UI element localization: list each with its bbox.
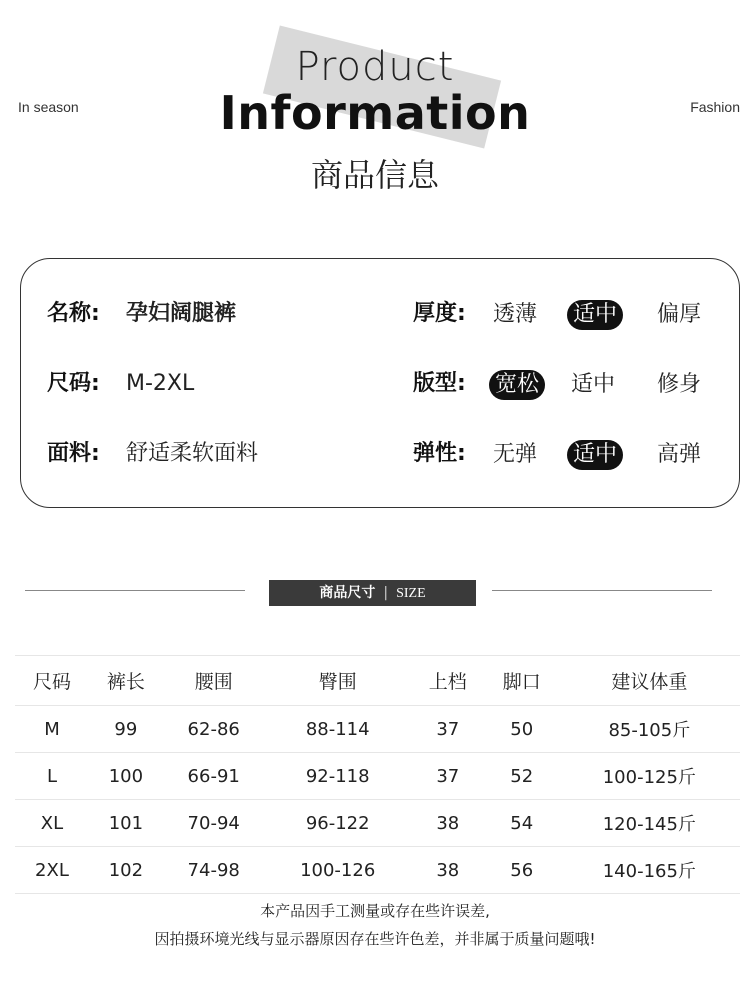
column-header: 臀围 (265, 656, 411, 706)
info-row-size (21, 364, 739, 404)
title-product: Product (295, 44, 455, 90)
fit-label: 版型: (413, 371, 466, 396)
measurement-note: 本产品因手工测量或存在些许误差, (260, 902, 490, 920)
thickness-label: 厚度: (413, 301, 466, 326)
table-cell: 37 (411, 753, 485, 800)
table-cell: 66-91 (163, 753, 265, 800)
fit-option: 宽松 (489, 370, 545, 400)
info-row-name (21, 294, 739, 334)
column-header: 上档 (411, 656, 485, 706)
elasticity-option: 高弹 (657, 442, 702, 467)
table-row (15, 753, 740, 800)
size-title-en: SIZE (396, 586, 426, 601)
table-cell: 99 (89, 706, 163, 753)
table-cell: 92-118 (265, 753, 411, 800)
table-cell: 100-126 (265, 847, 411, 894)
title-chinese: 商品信息 (310, 156, 439, 194)
table-cell: 37 (411, 706, 485, 753)
size-table-header (15, 656, 740, 706)
table-cell: M (15, 706, 89, 753)
column-header: 腰围 (163, 656, 265, 706)
elasticity-option: 适中 (567, 440, 623, 470)
product-info-box (20, 258, 740, 508)
table-cell: 38 (411, 847, 485, 894)
fit-option: 适中 (571, 372, 616, 397)
table-cell: 52 (485, 753, 559, 800)
column-header: 脚口 (485, 656, 559, 706)
table-cell: 38 (411, 800, 485, 847)
fit-option: 修身 (657, 372, 702, 397)
column-header: 裤长 (89, 656, 163, 706)
size-table (15, 655, 740, 894)
table-cell: 2XL (15, 847, 89, 894)
table-cell: 100-125斤 (559, 753, 740, 800)
thickness-option: 透薄 (493, 302, 538, 327)
table-cell: 62-86 (163, 706, 265, 753)
size-value: M-2XL (126, 371, 195, 396)
divider-right (492, 590, 712, 591)
table-cell: 140-165斤 (559, 847, 740, 894)
color-note: 因拍摄环境光线与显示器原因存在些许色差，并非属于质量问题哦! (154, 930, 596, 948)
column-header: 建议体重 (559, 656, 740, 706)
table-cell: 50 (485, 706, 559, 753)
thickness-option: 适中 (567, 300, 623, 330)
elasticity-label: 弹性: (413, 441, 466, 466)
size-label: 尺码: (47, 371, 100, 396)
divider-left (25, 590, 245, 591)
table-cell: 74-98 (163, 847, 265, 894)
thickness-option: 偏厚 (657, 302, 702, 327)
table-cell: 56 (485, 847, 559, 894)
size-title-cn: 商品尺寸 (319, 585, 376, 601)
size-section-title (269, 580, 476, 606)
table-cell: 102 (89, 847, 163, 894)
fabric-label: 面料: (47, 441, 100, 466)
in-season-tag: In season (18, 99, 79, 115)
table-cell: 120-145斤 (559, 800, 740, 847)
column-header: 尺码 (15, 656, 89, 706)
table-cell: 100 (89, 753, 163, 800)
table-cell: 101 (89, 800, 163, 847)
table-cell: XL (15, 800, 89, 847)
name-value: 孕妇阔腿裤 (126, 301, 237, 326)
table-row (15, 706, 740, 753)
table-cell: 70-94 (163, 800, 265, 847)
table-cell: 88-114 (265, 706, 411, 753)
title-information: Information (219, 86, 531, 140)
table-cell: 96-122 (265, 800, 411, 847)
fabric-value: 舒适柔软面料 (126, 441, 259, 466)
elasticity-option: 无弹 (493, 442, 538, 467)
table-cell: 85-105斤 (559, 706, 740, 753)
table-row (15, 800, 740, 847)
fashion-tag: Fashion (690, 99, 740, 115)
table-row (15, 847, 740, 894)
size-title-separator: | (383, 585, 389, 601)
table-cell: 54 (485, 800, 559, 847)
info-row-fabric (21, 434, 739, 474)
table-cell: L (15, 753, 89, 800)
name-label: 名称: (47, 301, 100, 326)
